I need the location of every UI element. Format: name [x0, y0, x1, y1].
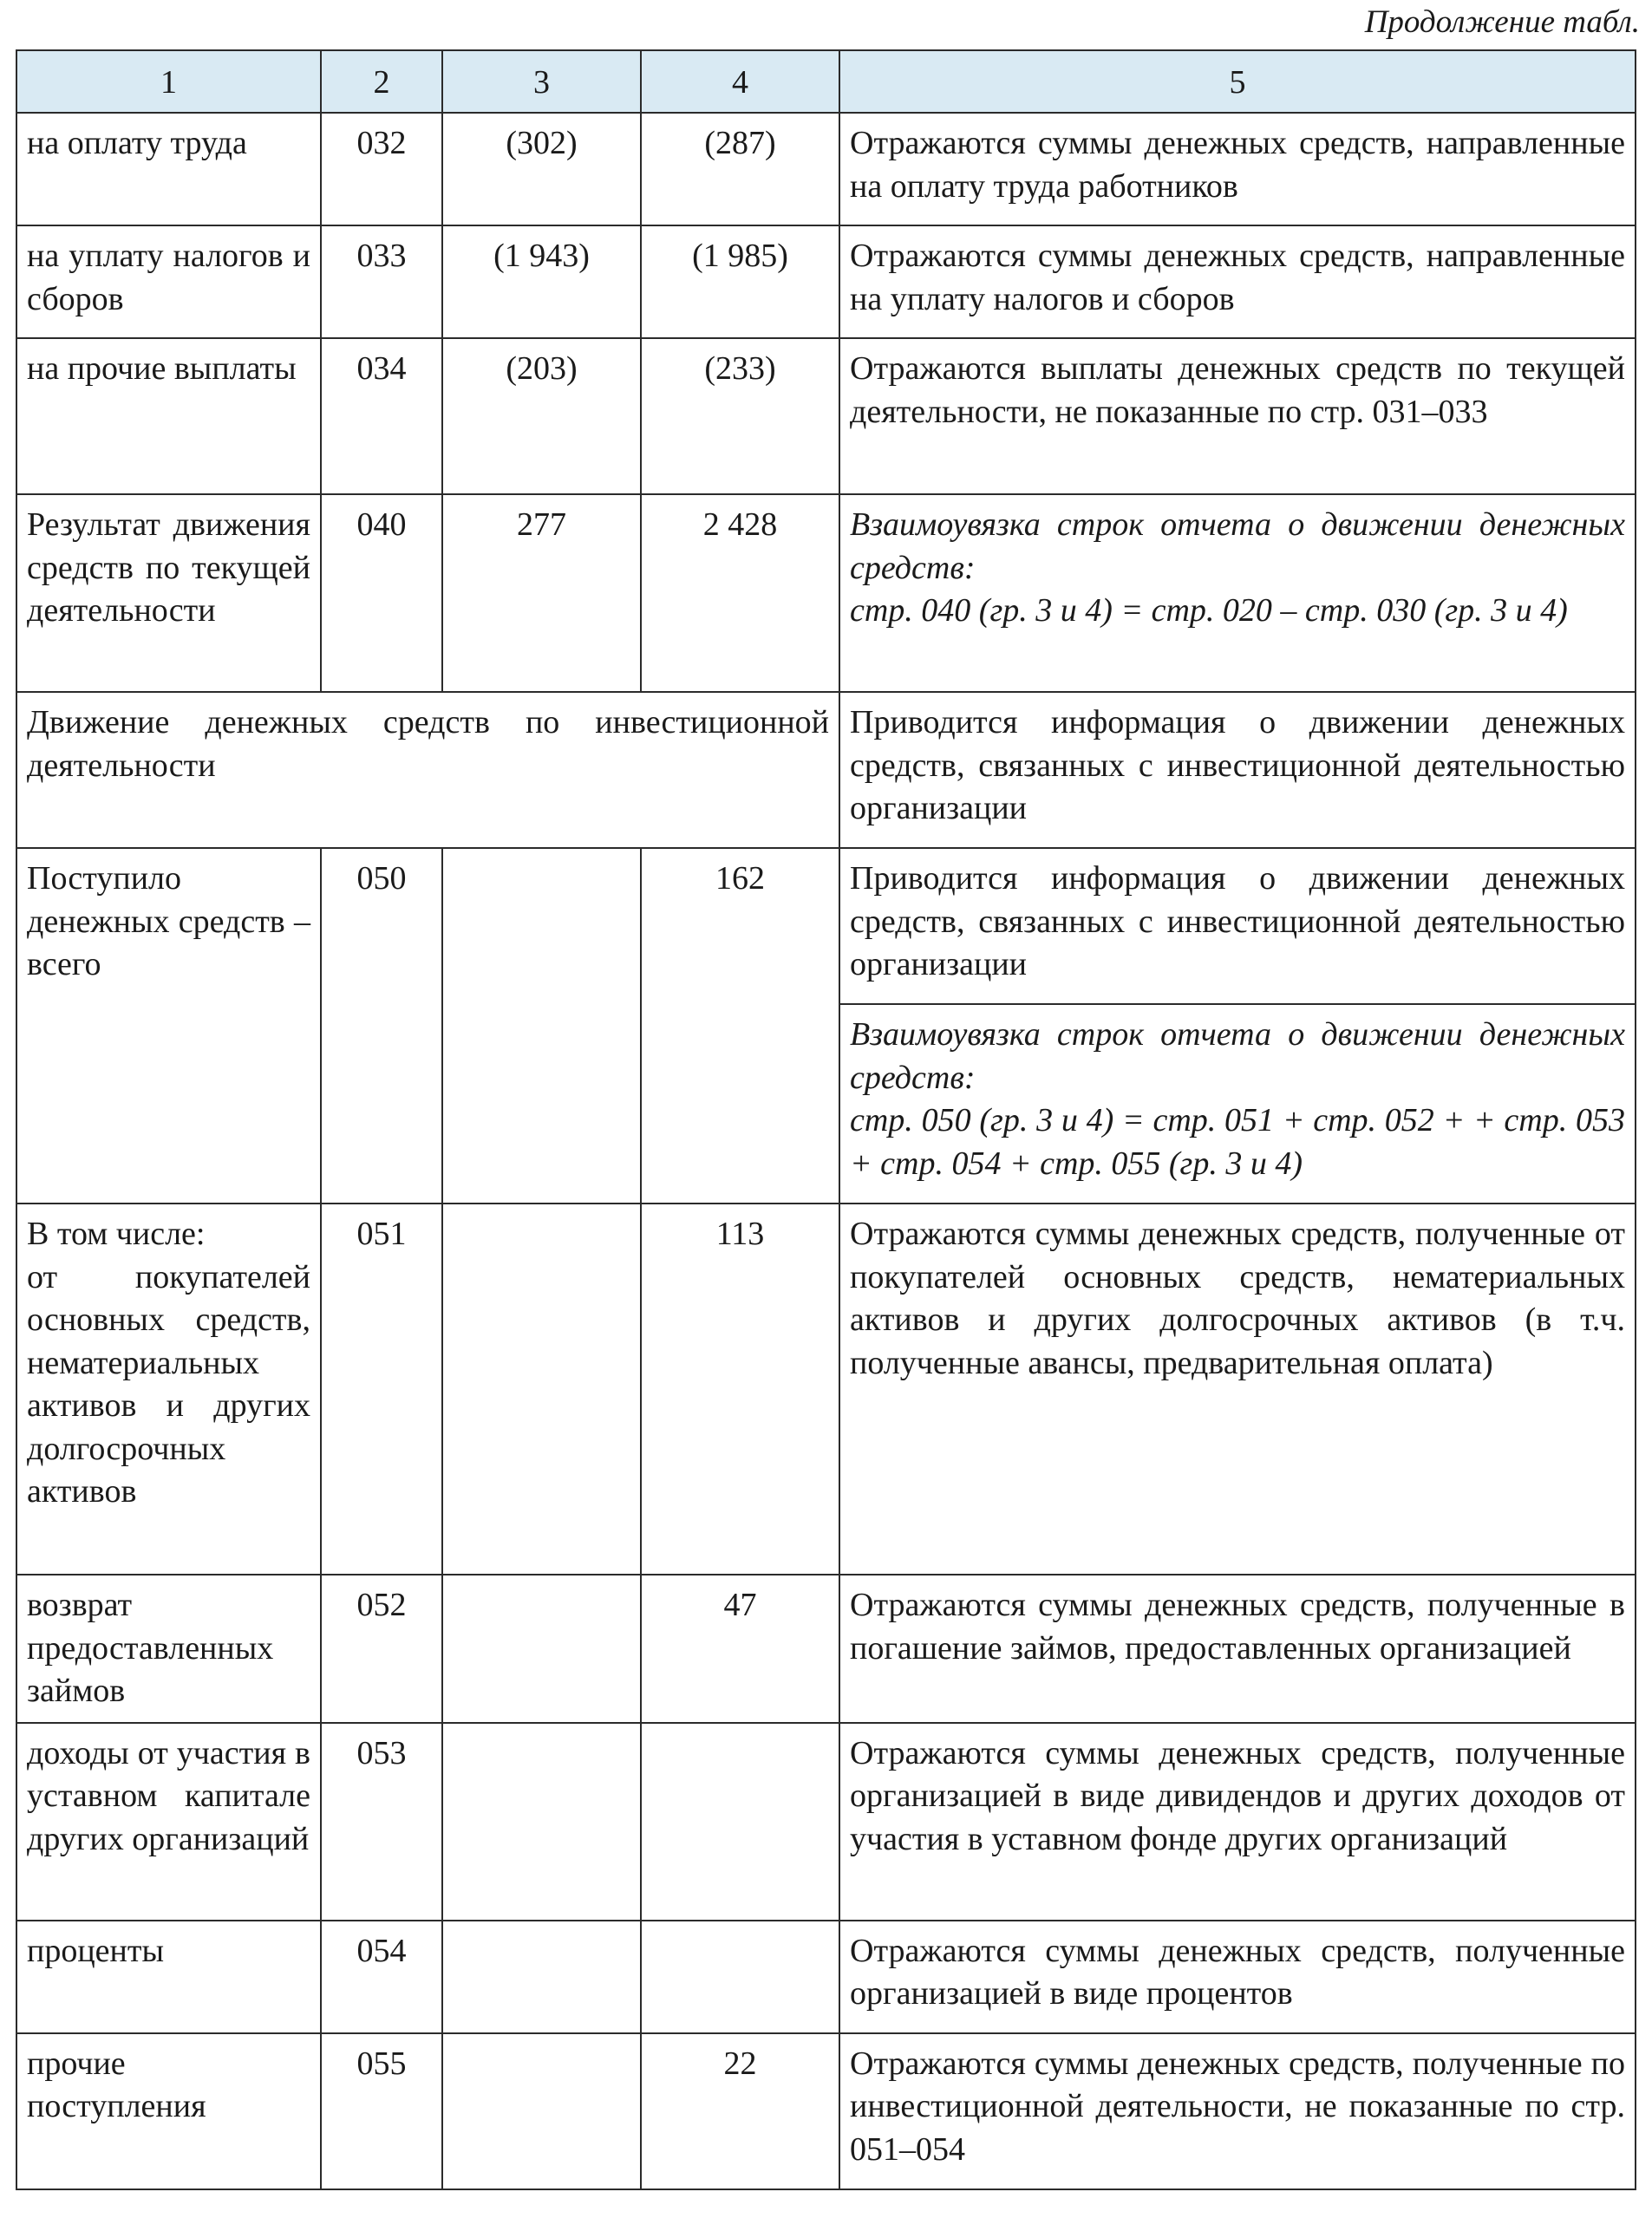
table-row — [16, 1575, 1636, 1723]
row-value-col3 — [442, 1575, 641, 1723]
row-name: на прочие выплаты — [16, 338, 321, 494]
description-formula: стр. 040 (гр. 3 и 4) = стр. 020 – стр. 030 (гр. 3 и 4) — [850, 592, 1568, 629]
row-value-col3 — [442, 1204, 641, 1575]
row-name: проценты — [16, 1921, 321, 2033]
table-header — [16, 50, 1636, 113]
row-description: Отражаются суммы денежных средств, полученные по инвестиционной деятельности, не показанные по стр. 051–054 — [839, 2033, 1636, 2189]
table-row — [16, 848, 1636, 1004]
section-description: Приводится информация о движении денежных средств, связанных с инвестиционной деятельностью организации — [839, 692, 1636, 848]
row-value-col4: 22 — [641, 2033, 839, 2189]
row-value-col4: (233) — [641, 338, 839, 494]
row-name — [16, 1204, 321, 1575]
row-code: 033 — [321, 225, 442, 338]
header-col-1: 1 — [16, 50, 321, 113]
row-name: возврат предоставленных займов — [16, 1575, 321, 1723]
row-code: 055 — [321, 2033, 442, 2189]
row-description-note — [839, 1004, 1636, 1204]
header-col-5: 5 — [839, 50, 1636, 113]
row-value-col4 — [641, 1723, 839, 1921]
row-value-col3 — [442, 1921, 641, 2033]
row-description: Отражаются суммы денежных средств, полученные организацией в виде дивидендов и других доходов от участия в уставном фонде других организаций — [839, 1723, 1636, 1921]
row-description: Отражаются суммы денежных средств, направленные на оплату труда работников — [839, 113, 1636, 225]
table-row — [16, 1204, 1636, 1575]
header-col-2: 2 — [321, 50, 442, 113]
row-value-col4: 162 — [641, 848, 839, 1204]
row-name: на уплату налогов и сборов — [16, 225, 321, 338]
table-row — [16, 494, 1636, 692]
row-description: Отражаются суммы денежных средств, направленные на уплату налогов и сборов — [839, 225, 1636, 338]
row-description: Отражаются суммы денежных средств, полученные в погашение займов, предоставленных организацией — [839, 1575, 1636, 1723]
row-code: 050 — [321, 848, 442, 1204]
description-note-title: Взаимоувязка строк отчета о движении денежных средств: — [850, 506, 1625, 586]
header-col-4: 4 — [641, 50, 839, 113]
row-name-text: от покупателей основных средств, нематериальных активов и других долгосрочных активов — [27, 1258, 310, 1510]
row-value-col3: 277 — [442, 494, 641, 692]
row-name: Результат движения средств по текущей деятельности — [16, 494, 321, 692]
table-row — [16, 225, 1636, 338]
row-code: 040 — [321, 494, 442, 692]
row-description — [839, 494, 1636, 692]
table-row — [16, 1921, 1636, 2033]
row-code: 053 — [321, 1723, 442, 1921]
table-row — [16, 113, 1636, 225]
row-value-col4: (287) — [641, 113, 839, 225]
row-code: 052 — [321, 1575, 442, 1723]
row-code: 034 — [321, 338, 442, 494]
row-description: Отражаются суммы денежных средств, полученные организацией в виде процентов — [839, 1921, 1636, 2033]
table-continuation-caption: Продолжение табл. — [1364, 4, 1640, 40]
row-value-col4: (1 985) — [641, 225, 839, 338]
description-formula: стр. 050 (гр. 3 и 4) = стр. 051 + стр. 052 + + стр. 053 + стр. 054 + стр. 055 (гр. 3 и 4) — [850, 1102, 1625, 1182]
row-description: Отражаются выплаты денежных средств по текущей деятельности, не показанные по стр. 031–033 — [839, 338, 1636, 494]
row-value-col3: (302) — [442, 113, 641, 225]
row-code: 054 — [321, 1921, 442, 2033]
row-name: доходы от участия в уставном капитале других организаций — [16, 1723, 321, 1921]
row-name: на оплату труда — [16, 113, 321, 225]
row-value-col4: 2 428 — [641, 494, 839, 692]
row-value-col3: (1 943) — [442, 225, 641, 338]
row-value-col4: 113 — [641, 1204, 839, 1575]
table-row — [16, 338, 1636, 494]
row-value-col3 — [442, 1723, 641, 1921]
table-row — [16, 1723, 1636, 1921]
row-description: Приводится информация о движении денежных средств, связанных с инвестиционной деятельностью организации — [839, 848, 1636, 1004]
row-code: 051 — [321, 1204, 442, 1575]
row-value-col4 — [641, 1921, 839, 2033]
section-row — [16, 692, 1636, 848]
row-value-col3 — [442, 848, 641, 1204]
section-title: Движение денежных средств по инвестиционной деятельности — [16, 692, 839, 848]
header-col-3: 3 — [442, 50, 641, 113]
cash-flow-table — [16, 49, 1636, 2190]
row-name: прочие поступления — [16, 2033, 321, 2189]
row-code: 032 — [321, 113, 442, 225]
row-value-col3: (203) — [442, 338, 641, 494]
description-note-title: Взаимоувязка строк отчета о движении денежных средств: — [850, 1016, 1625, 1096]
row-description: Отражаются суммы денежных средств, полученные от покупателей основных средств, нематериальных активов и других долгосрочных активов (в т.ч. полученные авансы, предварительная оплата) — [839, 1204, 1636, 1575]
header-row — [16, 50, 1636, 113]
row-value-col4: 47 — [641, 1575, 839, 1723]
row-name: Поступило денежных средств – всего — [16, 848, 321, 1204]
table-row — [16, 2033, 1636, 2189]
row-name-prefix: В том числе: — [27, 1216, 206, 1252]
row-value-col3 — [442, 2033, 641, 2189]
